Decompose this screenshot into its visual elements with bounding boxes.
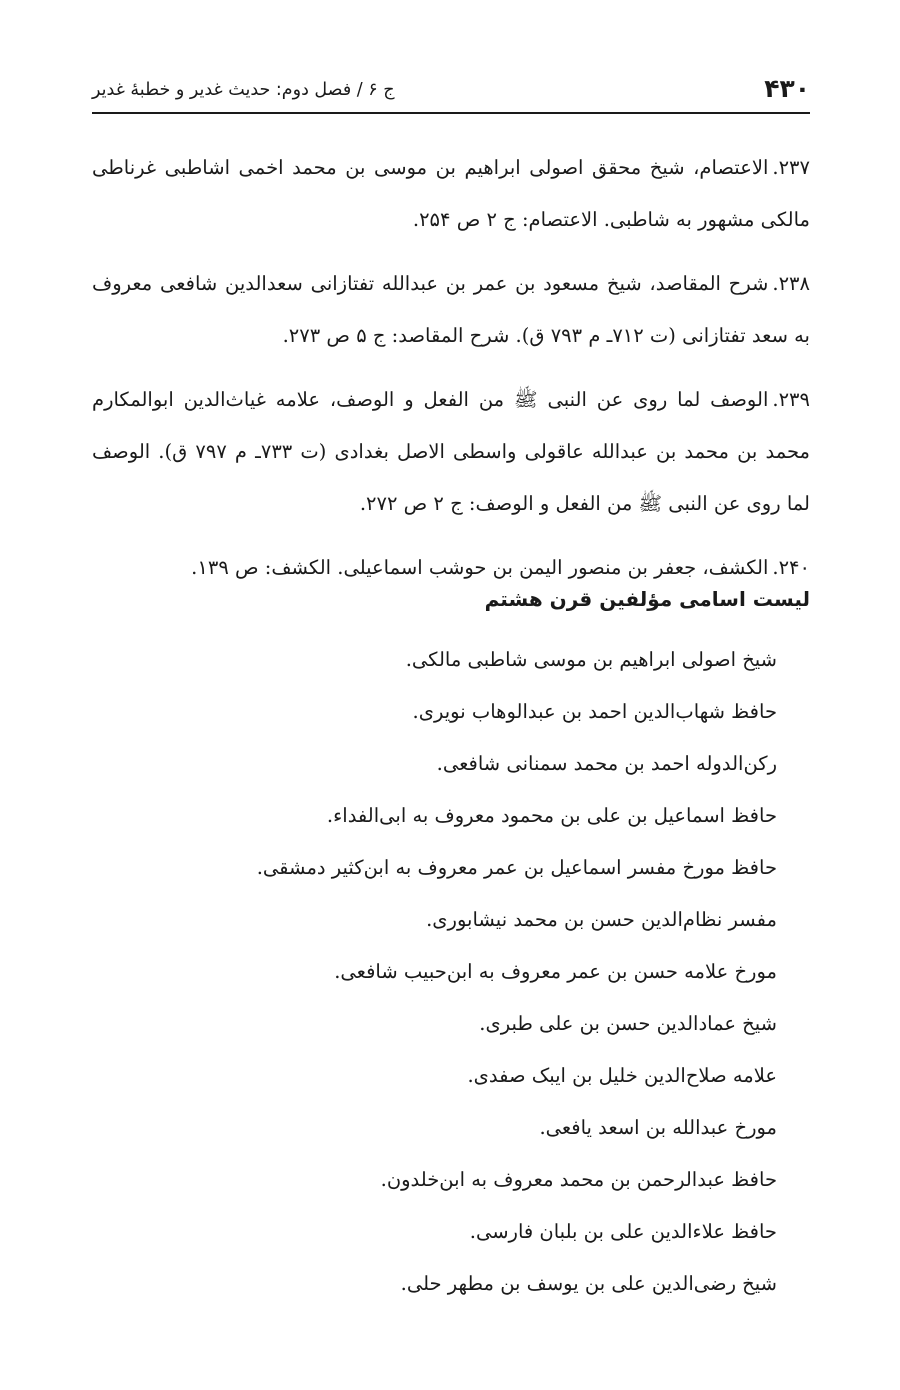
list-item: حافظ مورخ مفسر اسماعیل بن عمر معروف به ابن‌کثیر دمشقی. [256, 856, 777, 879]
page-header [92, 62, 810, 114]
footnote-238 [92, 258, 810, 362]
list-item: مورخ عبدالله بن اسعد یافعی. [539, 1116, 777, 1139]
list-item: حافظ عبدالرحمن بن محمد معروف به ابن‌خلدون. [380, 1168, 777, 1191]
list-item: حافظ شهاب‌الدین احمد بن عبدالوهاب نویری. [412, 700, 777, 723]
footnote-number: ۲۳۷. [772, 156, 810, 179]
list-item: حافظ علاء‌الدین علی بن بلبان فارسی. [469, 1220, 777, 1243]
footnote-text: الکشف، جعفر بن منصور الیمن بن حوشب اسماعیلی. الکشف: ص ۱۳۹. [191, 556, 769, 579]
list-item: حافظ اسماعیل بن علی بن محمود معروف به ابی‌الفداء. [326, 804, 777, 827]
footnote-239 [92, 374, 810, 530]
list-item: شیخ رضی‌الدین علی بن یوسف بن مطهر حلی. [400, 1272, 777, 1295]
author-list [92, 634, 777, 1310]
list-item: مفسر نظام‌الدین حسن بن محمد نیشابوری. [426, 908, 777, 931]
footnotes [92, 142, 810, 606]
page-number: ۴۳۰ [764, 74, 810, 103]
footnote-number: ۲۳۸. [772, 272, 810, 295]
footnote-237 [92, 142, 810, 246]
footnote-number: ۲۴۰. [772, 556, 810, 579]
list-item: مورخ علامه حسن بن عمر معروف به ابن‌حبیب شافعی. [334, 960, 777, 983]
footnote-text: الوصف لما روی عن النبی ﷺ من الفعل و الوصف، علامه غیاث‌الدین ابوالمکارم محمد بن محمد بن عبدالله عاقولی واسطی الاصل بغدادی (ت ۷۳۳ـ م ۷۹۷ ق). الوصف لما روی عن النبی ﷺ من الفعل و الوصف: ج ۲ ص ۲۷۲. [92, 388, 811, 515]
list-item: شیخ اصولی ابراهیم بن موسی شاطبی مالکی. [405, 648, 777, 671]
list-item: علامه صلاح‌الدین خلیل بن ایبک صفدی. [467, 1064, 777, 1087]
footnote-number: ۲۳۹. [772, 388, 810, 411]
section-title: لیست اسامی مؤلفین قرن هشتم [484, 587, 810, 611]
list-item: شیخ عمادالدین حسن بن علی طبری. [479, 1012, 777, 1035]
footnote-text: الاعتصام، شیخ محقق اصولی ابراهیم بن موسی بن محمد اخمی اشاطبی غرناطی مالکی مشهور به شاطبی. الاعتصام: ج ۲ ص ۲۵۴. [92, 156, 810, 231]
running-title: ج ۶ / فصل دوم: حدیث غدیر و خطبهٔ غدیر [92, 80, 395, 100]
list-item: رکن‌الدوله احمد بن محمد سمنانی شافعی. [436, 752, 777, 775]
footnote-text: شرح المقاصد، شیخ مسعود بن عمر بن عبدالله تفتازانی سعدالدین شافعی معروف به سعد تفتازانی (ت ۷۱۲ـ م ۷۹۳ ق). شرح المقاصد: ج ۵ ص ۲۷۳. [92, 272, 810, 347]
